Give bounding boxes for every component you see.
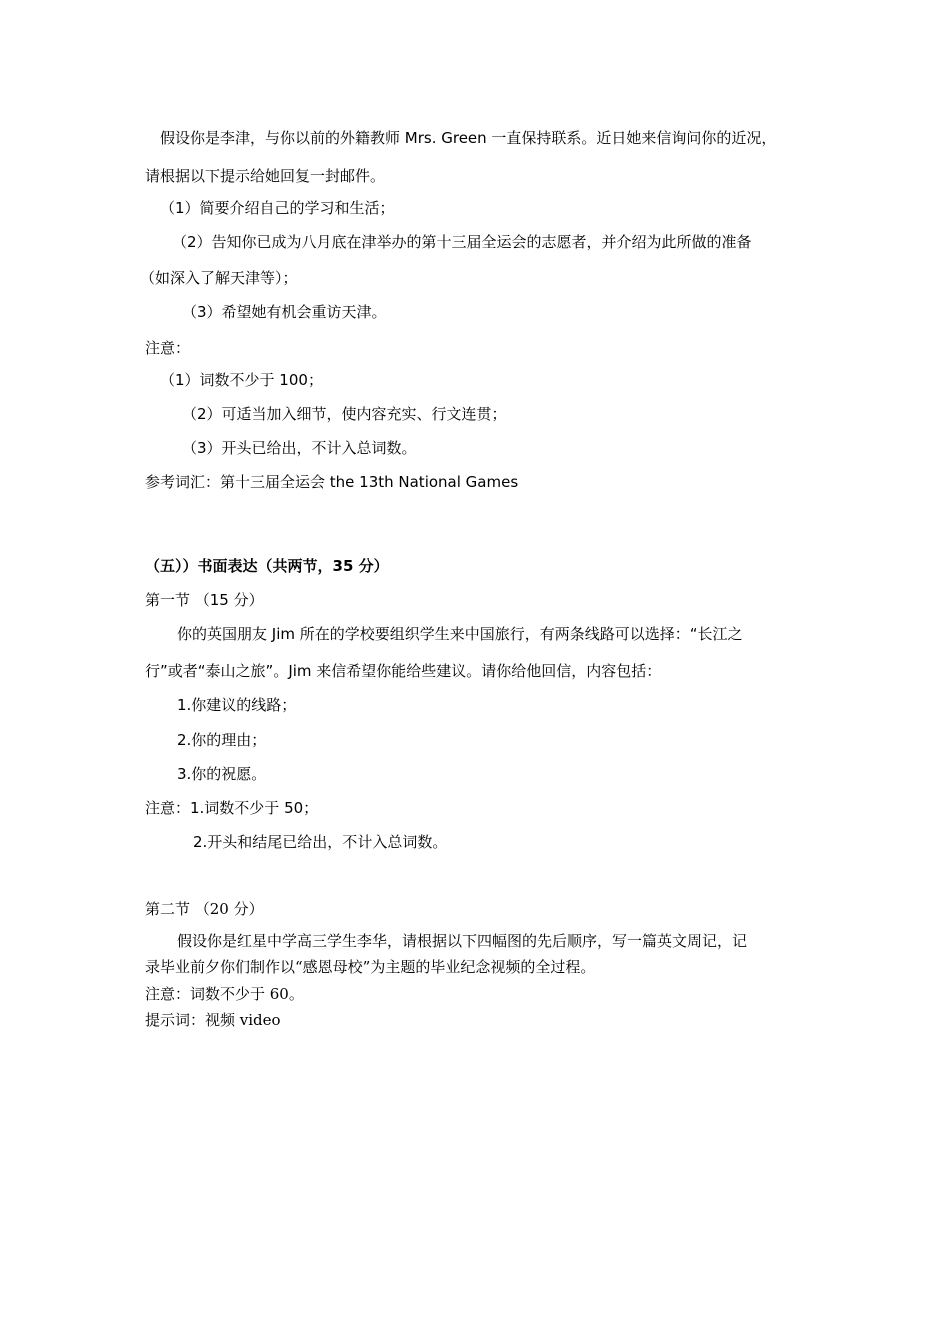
- task1-notes-label: 注意：: [145, 339, 191, 357]
- task1-point2-line1: （2）告知你已成为八月底在津举办的第十三届全运会的志愿者，并介绍为此所做的准备: [172, 233, 752, 251]
- task2-s2-line1: 假设你是红星中学高三学生李华，请根据以下四幅图的先后顺序，写一篇英文周记，记: [177, 932, 748, 950]
- task2-note2: 2.开头和结尾已给出，不计入总词数。: [193, 833, 448, 851]
- task2-section1-title: 第一节 （15 分）: [145, 591, 264, 609]
- task2-s2-hint: 提示词：视频 video: [145, 1011, 281, 1029]
- task2-prompt-line2: 行”或者“泰山之旅”。Jim 来信希望你能给些建议。请你给他回信，内容包括：: [145, 662, 662, 680]
- task2-item2: 2.你的理由；: [177, 731, 267, 749]
- task2-s2-line2: 录毕业前夕你们制作以“感恩母校”为主题的毕业纪念视频的全过程。: [145, 958, 596, 976]
- task1-note3: （3）开头已给出，不计入总词数。: [182, 439, 417, 457]
- task2-note1: 注意：1.词数不少于 50；: [145, 799, 319, 817]
- task1-intro-line1: 假设你是李津，与你以前的外籍教师 Mrs. Green 一直保持联系。近日她来信询问你的近况，: [160, 129, 777, 147]
- task2-item1: 1.你建议的线路；: [177, 696, 297, 714]
- task1-note2: （2）可适当加入细节，使内容充实、行文连贯；: [182, 405, 507, 423]
- task2-item3: 3.你的祝愿。: [177, 765, 267, 783]
- task1-point3: （3）希望她有机会重访天津。: [182, 303, 387, 321]
- task2-prompt-line1: 你的英国朋友 Jim 所在的学校要组织学生来中国旅行，有两条线路可以选择：“长江之: [177, 625, 743, 643]
- task1-intro-line2: 请根据以下提示给她回复一封邮件。: [145, 167, 386, 185]
- task1-vocab: 参考词汇：第十三届全运会 the 13th National Games: [145, 473, 519, 491]
- task1-point1: （1）简要介绍自己的学习和生活；: [160, 199, 395, 217]
- task1-point2-line2: （如深入了解天津等）；: [140, 269, 298, 287]
- task2-section2-title: 第二节 （20 分）: [145, 900, 264, 918]
- task2-s2-note: 注意：词数不少于 60。: [145, 985, 304, 1003]
- task1-note1: （1）词数不少于 100；: [160, 371, 323, 389]
- task2-heading: （五））书面表达（共两节，35 分）: [145, 557, 389, 575]
